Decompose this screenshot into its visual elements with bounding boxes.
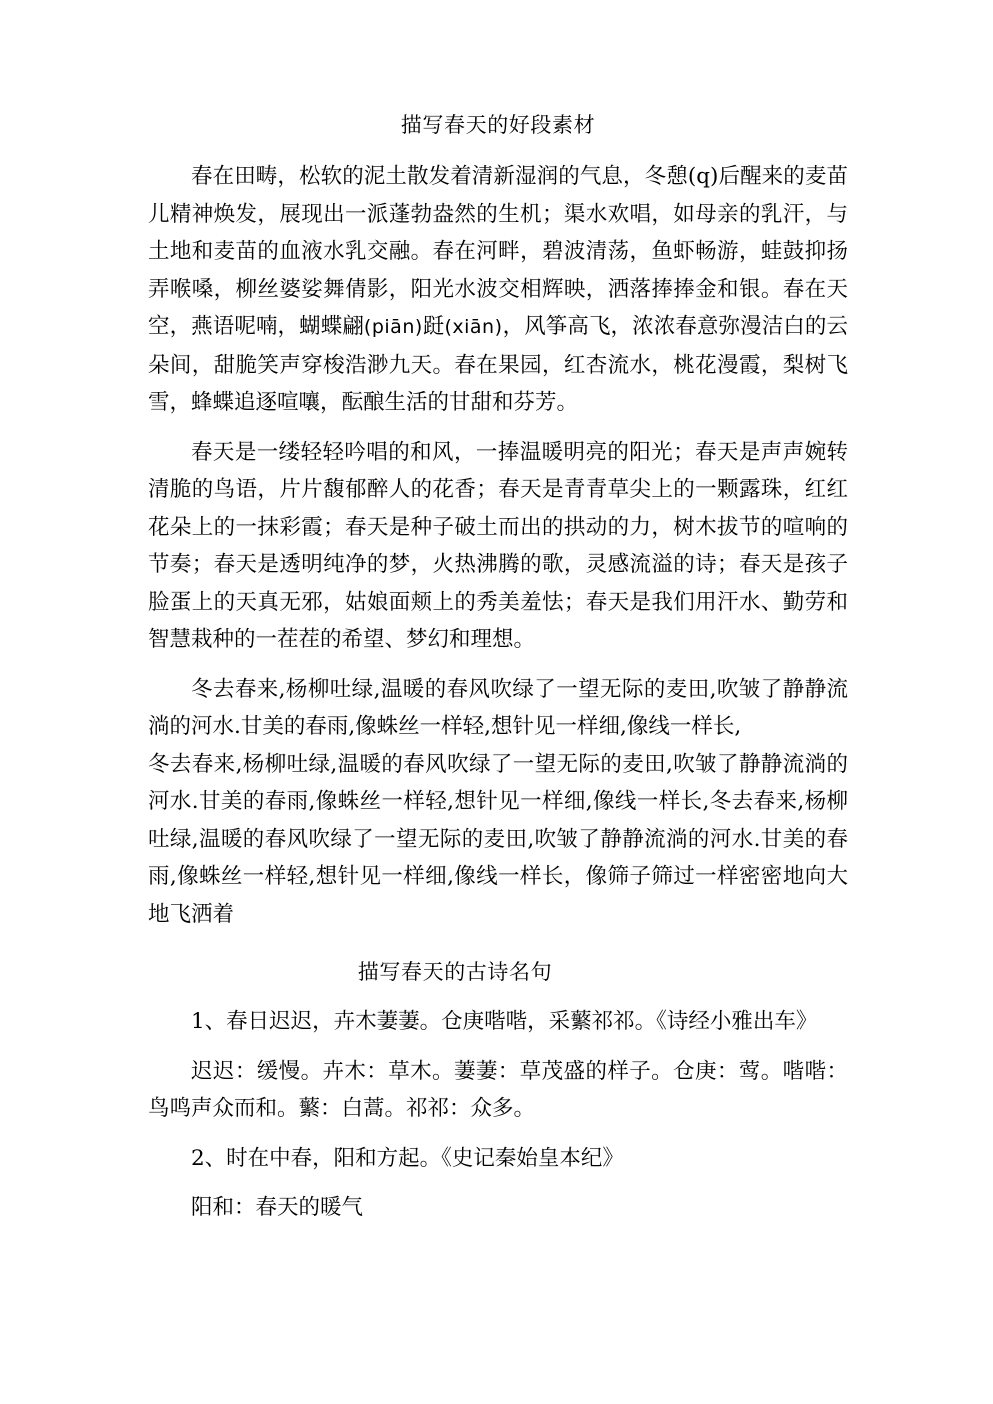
poem-line-2: 2、时在中春，阳和方起。《史记秦始皇本纪》: [191, 1145, 624, 1171]
poem-note-2: 阳和：春天的暖气: [191, 1195, 364, 1220]
paragraph-1: [148, 158, 848, 422]
document-body: [148, 108, 848, 1239]
paragraph-1-part-g: ，风筝高飞，浓浓春意弥漫洁白的云朵间，甜脆笑声穿梭浩渺九天。春在果园，红杏流水，桃花漫霞，梨树飞雪，蜂蝶追逐喧嚷，酝酿生活的甘甜和芬芳。: [148, 314, 848, 415]
pinyin-annotation-xian: (xiān): [444, 316, 503, 338]
paragraph-4: 冬去春来,杨柳吐绿,温暖的春风吹绿了一望无际的麦田,吹皱了静静流淌的河水.甘美的春雨,像蛛丝一样轻,想针见一样细,像线一样长,冬去春来,杨柳吐绿,温暖的春风吹绿了一望无际的麦田,吹皱了静静流淌的河水.甘美的春雨,像蛛丝一样轻,想针见一样细,像线一样长，像筛子筛过一样密密地向大地飞洒着: [148, 751, 848, 927]
pinyin-annotation-qi: (q): [687, 164, 719, 189]
poem-line-1: 1、春日迟迟，卉木萋萋。仓庚喈喈，采蘩祁祁。《诗经小雅出车》: [191, 1009, 818, 1034]
paragraph-2: 春天是一缕轻轻吟唱的和风，一捧温暖明亮的阳光；春天是声声婉转清脆的鸟语，片片馥郁醉人的花香；春天是青青草尖上的一颗露珠，红红花朵上的一抹彩霞；春天是种子破土而出的拱动的力，树木拔节的喧响的节奏；春天是透明纯净的梦，火热沸腾的歌，灵感流溢的诗；春天是孩子脸蛋上的天真无邪，姑娘面颊上的秀美羞怯；春天是我们用汗水、勤劳和智慧栽种的一茬茬的希望、梦幻和理想。: [148, 439, 848, 652]
poem-note-1: 迟迟：缓慢。卉木：草木。萋萋：草茂盛的样子。仓庚：莺。喈喈：鸟鸣声众而和。蘩：白蒿。祁祁：众多。: [148, 1058, 848, 1121]
paragraph-1-part-c: 后醒来的麦苗儿精神焕发，展现出一派蓬勃盎然的生机；渠水欢唱，如母亲的乳汗，与土地和麦苗的血液水乳交融。春在河畔，碧波清荡，鱼虾畅游，蛙鼓抑扬弄喉嗓，柳丝婆娑舞倩影，阳光水波交相辉映，洒落捧捧金和银。春在天空，燕语呢喃，蝴蝶翩: [148, 164, 848, 339]
paragraph-1-part-e: 跹: [422, 314, 445, 339]
paragraph-1-part-a: 春在田畴，松软的泥土散发着清新湿润的气息，冬憩: [191, 164, 688, 189]
paragraph-3: 冬去春来,杨柳吐绿,温暖的春风吹绿了一望无际的麦田,吹皱了静静流淌的河水.甘美的春雨,像蛛丝一样轻,想针见一样细,像线一样长,: [148, 676, 848, 739]
pinyin-annotation-pian: (piān): [363, 316, 423, 338]
section-title-ancient-poems: 描写春天的古诗名句: [357, 960, 553, 984]
page-title: 描写春天的好段素材: [400, 113, 596, 137]
